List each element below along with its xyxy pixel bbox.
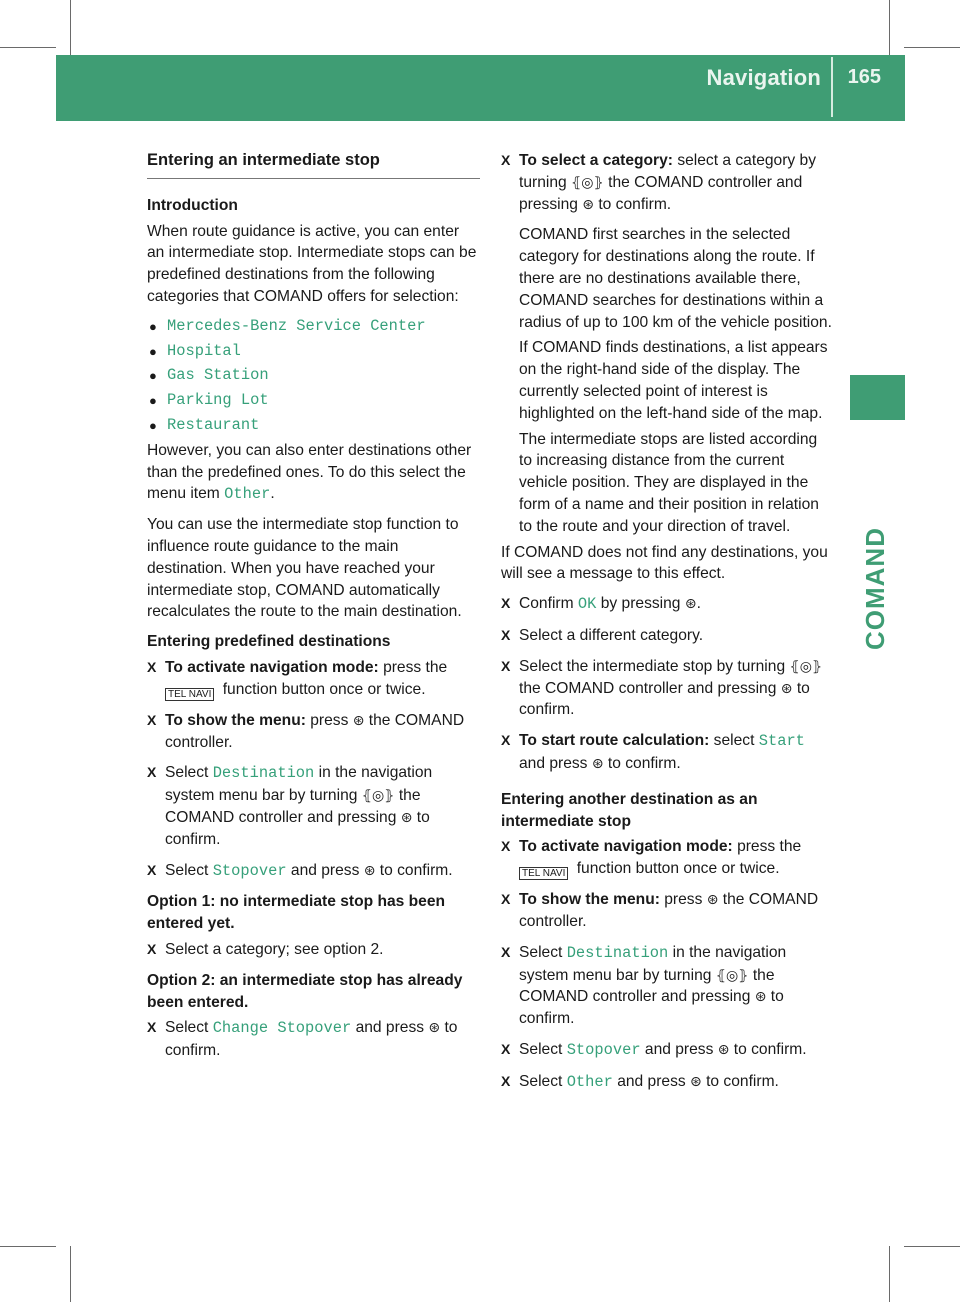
right-column [501,150,834,1102]
crop-mark [70,1246,71,1302]
list-item [147,341,480,363]
text: press the [378,658,448,676]
step-icon: X [501,595,511,612]
step-icon: X [501,657,511,674]
left-column [147,150,480,1071]
text: Select a different category. [519,626,704,644]
intro-text: When route guidance is active, you can enter an intermediate stop. Intermediate stops can be predefined destinations from the following categories that COMAND offers for selection: [147,222,477,305]
chapter-label: COMAND [860,527,890,650]
press-controller-icon: ⊛ [363,861,376,878]
text: Select a category; see option 2. [165,940,384,958]
page-number: 165 [847,66,881,88]
menu-item-other: Other [566,1072,613,1091]
menu-item-change-stopover: Change Stopover [212,1019,352,1038]
not-found-paragraph: If COMAND does not find any destinations, you will see a message to this effect. [501,543,828,583]
step [501,836,834,880]
step-icon: X [147,1019,157,1036]
header-title: Navigation [706,65,821,90]
text: to confirm. [701,1072,779,1090]
another-destination-heading: Entering another destination as an intermediate stop [501,790,758,830]
crop-mark [889,1246,890,1302]
section-title: Entering an intermediate stop [147,150,480,179]
option2-heading: Option 2: an intermediate stop has already been entered. [147,971,463,1011]
text: Select [519,1072,567,1090]
step [147,657,480,701]
step-icon: X [501,891,511,908]
category-item: Hospital [167,341,241,360]
bullet-icon: ● [149,393,157,409]
menu-item-other: Other [224,485,271,504]
turn-controller-icon: ⦃◎⦄ [571,173,604,190]
order-paragraph: The intermediate stops are listed according to increasing distance from the current vehicle position. They are displayed in the form of a name and their position in relation to the route and your direction of travel. [519,430,819,535]
text: . [696,595,701,613]
text: to confirm. [165,808,430,848]
text: and press [640,1040,718,1058]
text: Select [519,943,567,961]
step-icon: X [147,764,157,781]
step-title: To activate navigation mode: [519,838,733,856]
press-controller-icon: ⊛ [352,711,365,728]
press-controller-icon: ⊛ [717,1040,730,1057]
step [501,625,834,647]
text: the COMAND controller and pressing [519,679,781,697]
step-icon: X [501,1072,511,1089]
category-item: Restaurant [167,415,260,434]
step-title: To activate navigation mode: [165,658,379,676]
crop-mark [904,47,960,48]
press-controller-icon: ⊛ [780,679,793,696]
text: and press [519,754,592,772]
text: press the [732,838,802,856]
press-controller-icon: ⊛ [400,808,413,825]
chapter-tab [850,375,905,420]
text: and press [351,1019,429,1037]
step-icon: X [501,732,511,749]
header-divider [831,57,833,117]
use-paragraph: You can use the intermediate stop function to influence route guidance to the main destination. When you have reached your intermediate stop, COMAND automatically recalculates the route to the main destination. [147,516,462,621]
text: in the navigation system menu bar by turning [519,943,787,984]
text: in the navigation system menu bar by turning [165,764,433,805]
step-icon: X [147,940,157,957]
menu-item-destination: Destination [566,943,669,962]
step-icon: X [501,626,511,643]
bullet-icon: ● [149,417,157,433]
press-controller-icon: ⊛ [591,754,604,771]
press-controller-icon: ⊛ [690,1072,702,1089]
step [501,942,834,1030]
text: select [709,732,759,750]
crop-mark [0,47,56,48]
step [501,730,834,775]
text: Select [165,1019,213,1037]
turn-controller-icon: ⦃◎⦄ [789,657,823,674]
step [147,762,480,850]
crop-mark [904,1246,960,1247]
other-paragraph [147,440,480,506]
category-item: Parking Lot [167,391,269,410]
text: to confirm. [729,1040,807,1058]
step [501,150,834,215]
text: Confirm [519,595,578,613]
text: press [659,891,707,909]
text: the COMAND controller and pressing [165,787,421,826]
list-item [147,415,480,437]
page-header [56,55,905,121]
bullet-icon: ● [149,343,157,359]
step-icon: X [501,943,511,960]
menu-item-stopover: Stopover [212,861,287,880]
option1-heading: Option 1: no intermediate stop has been entered yet. [147,893,446,933]
text: the COMAND controller. [165,711,465,751]
press-controller-icon: ⊛ [428,1019,441,1036]
press-controller-icon: ⊛ [582,195,595,212]
step-icon: X [147,861,157,878]
step-icon: X [501,838,511,855]
text: and press [612,1072,691,1090]
text: function button once or twice. [572,860,780,878]
crop-mark [889,0,890,55]
step-title: To start route calculation: [519,732,710,750]
step-title: To show the menu: [165,711,306,729]
turn-controller-icon: ⦃◎⦄ [361,787,395,804]
list-paragraph: If COMAND finds destinations, a list appears on the right-hand side of the display. The currently selected point of interest is highlighted on the left-hand side of the map. [519,339,828,422]
menu-item-start: Start [758,732,805,751]
text: . [270,485,275,503]
text: the COMAND controller and pressing [519,173,803,213]
text: select a category by turning [519,152,817,191]
text: Select [519,1040,567,1058]
step [147,710,480,754]
text: to confirm. [375,861,453,879]
step [501,889,834,933]
text: function button once or twice. [218,680,426,698]
menu-item-destination: Destination [212,764,315,783]
list-item [147,365,480,387]
list-item [147,316,480,338]
step-icon: X [501,1040,511,1057]
category-item: Mercedes-Benz Service Center [167,316,426,335]
text: to confirm. [519,679,810,719]
menu-item-stopover: Stopover [566,1040,641,1059]
introduction-heading: Introduction [147,196,238,214]
step [147,860,480,883]
step [147,1017,480,1062]
text: to confirm. [165,1019,458,1060]
step [501,1071,834,1094]
step-icon: X [147,658,157,675]
list-item [147,390,480,412]
menu-item-ok: OK [577,595,597,614]
crop-mark [70,0,71,55]
text: Select the intermediate stop by turning [519,657,790,675]
text: to confirm. [594,195,672,213]
press-controller-icon: ⊛ [754,988,767,1005]
text: However, you can also enter destinations other than the predefined ones. To do this select the menu item [147,441,472,503]
press-controller-icon: ⊛ [706,891,719,908]
step-title: To select a category: [519,152,673,169]
press-controller-icon: ⊛ [684,595,697,612]
text: to confirm. [519,988,784,1028]
text: Select [165,861,213,879]
search-paragraph: COMAND first searches in the selected category for destinations along the route. If there are no destinations available there, COMAND searches for destinations within a radius of up to 100 km of the vehicle position. [519,226,832,331]
step-title: To show the menu: [519,891,660,909]
text: and press [286,861,364,879]
step [147,939,480,961]
step-icon: X [501,152,511,168]
category-item: Gas Station [167,366,269,385]
step [501,593,834,616]
text: the COMAND controller. [519,891,819,930]
text: the COMAND controller and pressing [519,966,775,1006]
turn-controller-icon: ⦃◎⦄ [715,966,749,983]
text: press [305,711,353,729]
step [501,1039,834,1062]
text: by pressing [596,595,685,613]
bullet-icon: ● [149,368,157,384]
bullet-icon: ● [149,318,157,334]
step [501,656,834,721]
crop-mark [0,1246,56,1247]
predefined-heading: Entering predefined destinations [147,633,391,651]
step-icon: X [147,711,157,728]
text: to confirm. [603,754,681,772]
tel-navi-button-icon: TEL NAVI [519,867,568,880]
tel-navi-button-icon: TEL NAVI [165,688,214,701]
text: Select [165,764,213,782]
